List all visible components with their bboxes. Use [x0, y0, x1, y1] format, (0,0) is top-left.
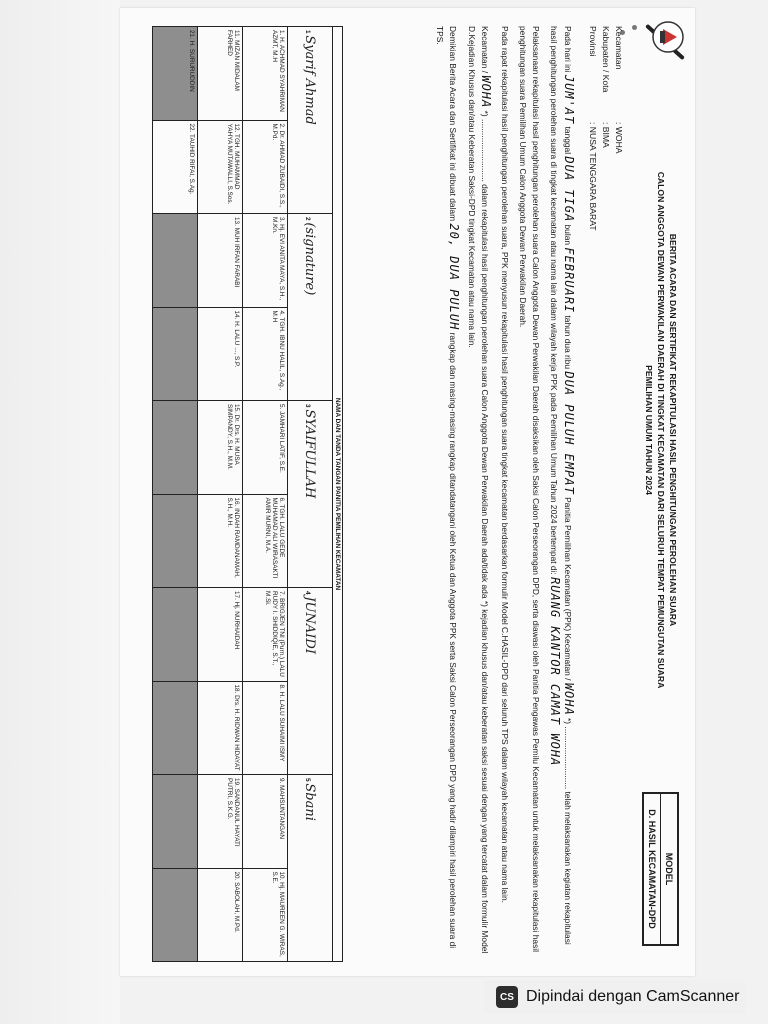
paragraph-1 [548, 26, 575, 960]
signature: Syarif Ahmad [302, 35, 318, 125]
signature: JUNAIDI [302, 596, 318, 654]
member-cell: 1. H. ACHMAD SYAHRIMAN AZMT, M.H [243, 27, 288, 121]
paragraph-2: Pelaksanaan rekapitulasi hasil penghitungan perolehan suara Calon Anggota Dewan Perwakilan Daerah disaksikan oleh Saksi Calon Perseorangan DPD, serta diawasi oleh Panitia Pengawas Pemilu Kecamatan untuk melaksanakan rekapitulasi hasil penghitungan suara Pemilihan Umum Calon Anggota Dewan Perwakilan Daerah. [518, 26, 541, 952]
field-label: Kecamatan [614, 26, 624, 70]
handwritten-day: JUM'AT [562, 74, 576, 125]
member-cell: 5. JAMHARI LATIF, S.E. [243, 401, 288, 495]
member-cell: 22. TAUHID RIFAI, S.Ag. [153, 120, 198, 214]
text: *) ........................... telah melaksanakan kegiatan rekapitulasi hasil penghitungan perolehan suara di tingkat kecamatan atau nama lain dalam wilayah kerja PPK pada Pemilihan Umum Tahun 2024 bertempat di: [549, 26, 573, 945]
scan-background [0, 0, 120, 1024]
document-body [428, 26, 575, 960]
table-row [153, 27, 198, 962]
member-cell: 11. MIZAN MIDALAM FARHED [198, 27, 243, 121]
table-cell [288, 27, 333, 214]
paragraph-4 [466, 26, 492, 960]
paragraph-5 [434, 26, 460, 960]
table-header: NAMA DAN TANDA TANGAN PANITIA PEMILIHAN KECAMATAN [333, 27, 343, 962]
field-value: : WOHA [614, 122, 624, 154]
kpu-logo-icon [651, 20, 685, 54]
member-cell: 9. MAHSUNTANGAN [243, 775, 288, 869]
handwritten-kecamatan: WOHA [479, 75, 494, 109]
text: tanggal [563, 126, 573, 155]
member-cell: 6. TGH. LALU GEDE MUHAMAD ALI WIRASAKTI AMIR MURNI, M.A. [243, 494, 288, 588]
empty-cell [153, 401, 198, 495]
cell-number: 3 [304, 404, 312, 408]
text: rangkap dan masing-masing rangkap ditandatangani oleh Ketua dan Anggota PPK serta Saksi Calon Perseorangan DPD yang hadir dilampiri hasil perolehan suara di TPS. [435, 26, 458, 949]
cell-number: 5 [304, 778, 312, 782]
field-row [586, 26, 599, 231]
handwritten-date: DUA TIGA [562, 156, 576, 223]
table-cell [288, 214, 333, 401]
member-cell: 3. Hj. EVI ANITA MAYA, S.H., M.Kn. [243, 214, 288, 308]
camscanner-badge [484, 980, 746, 1014]
member-cell: 20. SABOLAH, M.Pd. [198, 868, 243, 962]
text: Kecamatan / [480, 26, 491, 74]
model-code: D. HASIL KECAMATAN-DPD [644, 794, 661, 944]
handwritten-year: DUA PULUH EMPAT [562, 371, 576, 495]
text: Pada hari ini [563, 26, 573, 73]
text: Panitia Pemilihan Kecamatan (PPK) Kecamatan / [563, 497, 573, 681]
text: bulan [563, 224, 573, 246]
field-row [599, 26, 612, 231]
member-cell: 21. H. SURURUDDIN [153, 27, 198, 121]
location-fields [586, 26, 625, 231]
table-row [243, 27, 288, 962]
table-row [288, 27, 333, 962]
handwritten-place: RUANG KANTOR CAMAT WOHA [548, 577, 563, 767]
cell-number: 1 [304, 30, 312, 34]
empty-cell [153, 681, 198, 775]
signature: Sbani [302, 783, 318, 821]
member-cell: 12. TGH. MUHAMMAD YAHYA MUTAWALLI, S.Sos. [198, 120, 243, 214]
empty-cell [153, 214, 198, 308]
signature-table [152, 26, 343, 962]
text: tahun dua ribu [563, 315, 573, 370]
camscanner-icon: CS [496, 986, 518, 1008]
rotated-document [105, 20, 685, 970]
member-cell: 10. Hj. MAUREEN G. WIRAS, S.E. [243, 868, 288, 962]
empty-cell [153, 588, 198, 682]
field-label: Provinsi [588, 26, 598, 57]
title-line: PEMILIHAN UMUM TAHUN 2024 [644, 365, 654, 495]
member-cell: 16. INDAH RAMDANAMAH, S.H., M.H. [198, 494, 243, 588]
table-cell [288, 401, 333, 588]
empty-cell [153, 494, 198, 588]
text: *) ........................... dalam rekapitulasi hasil penghitungan perolehan suara Calon Anggota Dewan Perwakilan Daerah ada/tidak ada *) kejadian khusus dan/atau keberatan saksi sesuai dengan yang tercatat dalam formulir Model D.Kejadian Khusus dan/atau Keberatan Saksi-DPD tingkat Kecamatan atau nama lain. [467, 26, 491, 954]
field-label: Kabupaten / Kota [601, 26, 611, 93]
table-row [198, 27, 243, 962]
empty-cell [153, 307, 198, 401]
camscanner-text: Dipindai dengan CamScanner [526, 988, 740, 1005]
member-cell: 18. Drs. H. RIDWAN HIDAYAT [198, 681, 243, 775]
handwritten-kecamatan: WOHA [562, 682, 576, 716]
member-cell: 15. Dr. Drs. H. MUSA SIMPANDY, S.H., M.M. [198, 401, 243, 495]
cell-number: 4 [304, 591, 312, 595]
signature: SYAIFULLAH [302, 409, 318, 499]
table-cell [288, 775, 333, 962]
member-cell: 19. SANDANUL HAYATI PUTRI, S.K.G. [198, 775, 243, 869]
member-cell: 8. H. LALU SUHAIMI ISMY [243, 681, 288, 775]
cell-number: 2 [304, 217, 312, 221]
paragraph-3: Pada rapat rekapitulasi hasil penghitungan perolehan suara, PPK menyusun rekapitulasi hasil penghitungan suara tingkat kecamatan berdasarkan formulir Model C.HASIL-DPD dari seluruh TPS dalam wilayah kecamatan atau nama lain. [499, 26, 510, 903]
signature: (signature) [302, 222, 318, 296]
model-box [642, 792, 679, 946]
field-value: : BIMA [601, 122, 611, 148]
empty-cell [153, 775, 198, 869]
handwritten-copies: 20, DUA PULUH [446, 223, 461, 331]
empty-cell [153, 868, 198, 962]
member-cell: 14. H. LALU ..., S.P. [198, 307, 243, 401]
text: Demikian Berita Acara dan Sertifikat ini dibuat dalam [447, 26, 458, 222]
handwritten-month: FEBRUARI [562, 247, 576, 314]
model-label: MODEL [664, 852, 674, 886]
table-cell [288, 588, 333, 775]
member-cell: 7. BRIGJEN TNI (Purn.) LALU RUDY I. SHIDDIQIE, S.T., M.Si. [243, 588, 288, 682]
member-cell: 13. MUH IRFAN FARABI [198, 214, 243, 308]
title-line: BERITA ACARA DAN SERTIFIKAT REKAPITULASI HASIL PENGHITUNGAN PEROLEHAN SUARA [668, 233, 678, 627]
member-cell: 17. Hj. NURHAIDAH [198, 588, 243, 682]
title-line: CALON ANGGOTA DEWAN PERWAKILAN DAERAH DI TINGKAT KECAMATAN DARI SELURUH TEMPAT PEMUNGUTAN SUARA [656, 171, 666, 689]
member-cell: 2. Dr. AHMAD ZUBAIDI, S.S., M.Pd. [243, 120, 288, 214]
field-row [612, 26, 625, 231]
field-value: : NUSA TENGGARA BARAT [588, 122, 598, 231]
document-title [643, 80, 679, 780]
member-cell: 4. TGH. IBNU HALIL, S.Ag., M.H [243, 307, 288, 401]
